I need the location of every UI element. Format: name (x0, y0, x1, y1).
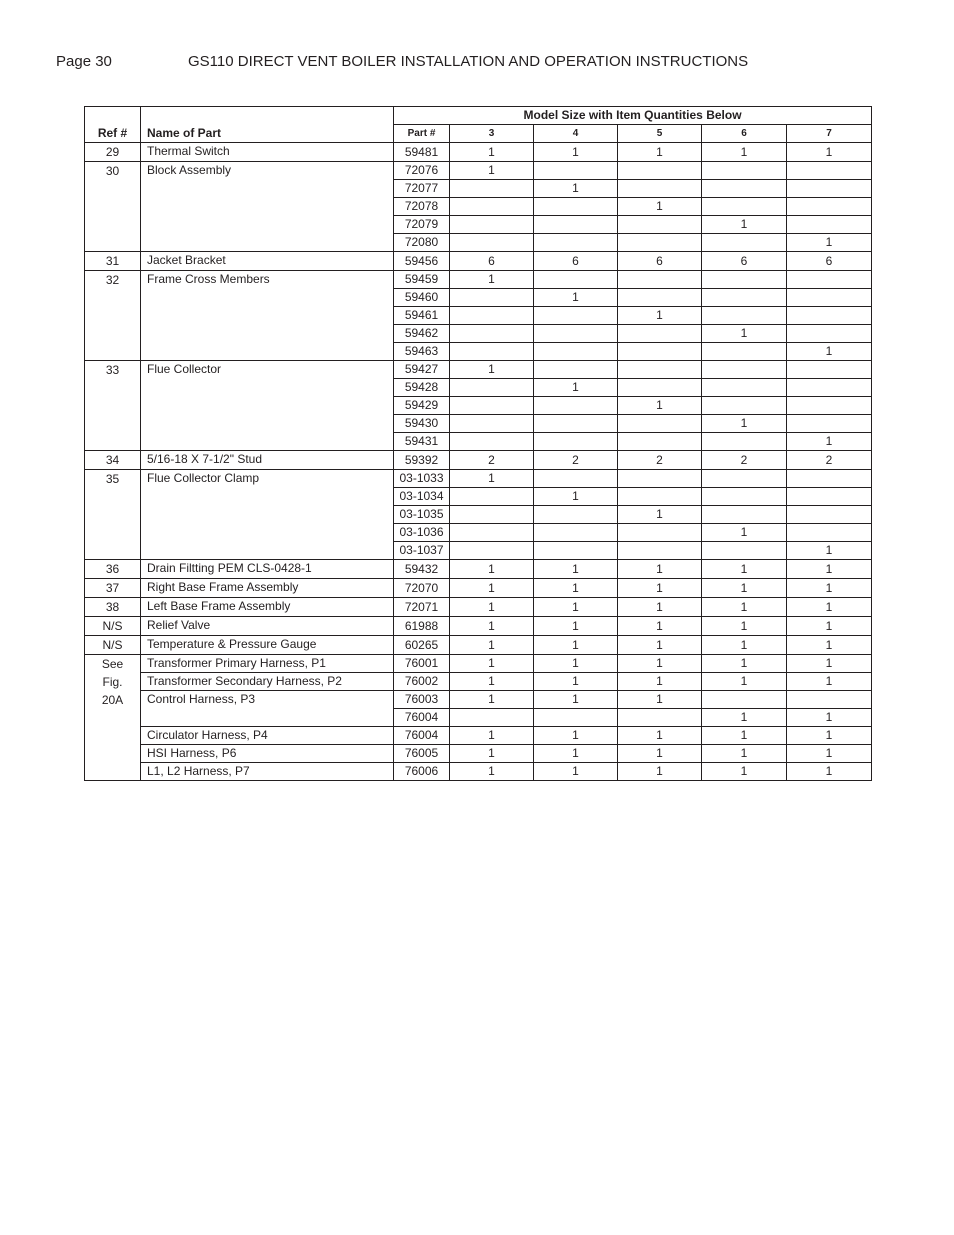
table-row (85, 252, 872, 271)
ref-line: N/S (102, 619, 123, 633)
quantity-cell: 2 (450, 451, 534, 470)
quantity-cell: 1 (450, 470, 534, 488)
part-name: Jacket Bracket (141, 252, 394, 271)
part-name: HSI Harness, P6 (141, 745, 394, 763)
quantity-cell (787, 379, 872, 397)
quantity-cell (534, 506, 618, 524)
ref-line: 20A (101, 693, 124, 707)
part-number: 60265 (394, 636, 450, 655)
quantity-cell (702, 361, 787, 379)
quantity-cell (534, 415, 618, 433)
quantity-cell (787, 524, 872, 542)
part-name: 5/16-18 X 7-1/2" Stud (141, 451, 394, 470)
ref-line: N/S (102, 638, 123, 652)
quantity-cell: 1 (787, 234, 872, 252)
quantity-cell: 1 (450, 361, 534, 379)
part-number: 03-1037 (394, 542, 450, 560)
quantity-cell (618, 415, 702, 433)
table-row (85, 598, 872, 617)
quantity-cell: 1 (702, 325, 787, 343)
part-number: 59428 (394, 379, 450, 397)
quantity-cell (787, 271, 872, 289)
table-row (85, 617, 872, 636)
quantity-cell (618, 470, 702, 488)
quantity-cell (787, 180, 872, 198)
part-name: Relief Valve (141, 617, 394, 636)
ref-number (85, 252, 141, 271)
table-row (85, 143, 872, 162)
part-number: 72078 (394, 198, 450, 216)
quantity-cell (787, 325, 872, 343)
part-number: 59460 (394, 289, 450, 307)
quantity-cell (450, 343, 534, 361)
ref-number (85, 617, 141, 636)
quantity-cell: 1 (787, 542, 872, 560)
quantity-cell: 1 (702, 727, 787, 745)
quantity-cell: 1 (618, 763, 702, 781)
quantity-cell: 1 (702, 617, 787, 636)
quantity-cell: 1 (450, 617, 534, 636)
part-name: Control Harness, P3 (141, 691, 394, 727)
quantity-cell (787, 488, 872, 506)
quantity-cell: 2 (534, 451, 618, 470)
model-size-header: Model Size with Item Quantities Below (394, 107, 872, 125)
quantity-cell: 1 (450, 655, 534, 673)
quantity-cell: 1 (450, 598, 534, 617)
quantity-cell (702, 343, 787, 361)
quantity-cell: 1 (450, 745, 534, 763)
table-row (85, 745, 872, 763)
quantity-cell: 2 (787, 451, 872, 470)
part-number: 76006 (394, 763, 450, 781)
ref-line: 34 (105, 453, 120, 467)
quantity-cell (450, 524, 534, 542)
quantity-cell (534, 542, 618, 560)
quantity-cell: 1 (450, 579, 534, 598)
quantity-cell (787, 289, 872, 307)
quantity-cell (787, 162, 872, 180)
part-number: 61988 (394, 617, 450, 636)
part-number: 76001 (394, 655, 450, 673)
ref-number (85, 451, 141, 470)
part-number: 03-1033 (394, 470, 450, 488)
page-number: Page 30 (56, 53, 112, 70)
quantity-cell (618, 488, 702, 506)
quantity-cell: 1 (618, 598, 702, 617)
quantity-cell: 1 (618, 636, 702, 655)
part-name: Drain Filtting PEM CLS-0428-1 (141, 560, 394, 579)
quantity-cell (450, 506, 534, 524)
part-number: 59456 (394, 252, 450, 271)
quantity-cell (702, 506, 787, 524)
quantity-cell: 2 (702, 451, 787, 470)
part-name: Block Assembly (141, 162, 394, 252)
quantity-cell: 1 (618, 307, 702, 325)
table-row (85, 636, 872, 655)
quantity-cell (618, 216, 702, 234)
table-row (85, 162, 872, 180)
parts-table (84, 106, 872, 781)
quantity-cell: 1 (534, 289, 618, 307)
ref-line: 31 (105, 254, 120, 268)
size-header: 3 (450, 125, 534, 143)
quantity-cell (450, 216, 534, 234)
quantity-cell: 1 (787, 143, 872, 162)
part-name: Transformer Secondary Harness, P2 (141, 673, 394, 691)
ref-line: 33 (105, 363, 120, 377)
ref-line: 30 (105, 164, 120, 178)
quantity-cell (534, 162, 618, 180)
quantity-cell (450, 542, 534, 560)
quantity-cell: 2 (618, 451, 702, 470)
quantity-cell: 1 (618, 655, 702, 673)
quantity-cell: 1 (787, 673, 872, 691)
quantity-cell (618, 542, 702, 560)
quantity-cell: 1 (534, 763, 618, 781)
part-name: Circulator Harness, P4 (141, 727, 394, 745)
ref-number (85, 598, 141, 617)
part-number: 72070 (394, 579, 450, 598)
table-row (85, 579, 872, 598)
ref-line: 35 (105, 472, 120, 486)
part-name: Thermal Switch (141, 143, 394, 162)
quantity-cell: 1 (534, 691, 618, 709)
quantity-cell (450, 433, 534, 451)
part-number: 76004 (394, 727, 450, 745)
part-number: 76004 (394, 709, 450, 727)
quantity-cell: 1 (450, 560, 534, 579)
part-name: Frame Cross Members (141, 271, 394, 361)
quantity-cell (702, 379, 787, 397)
part-name: Temperature & Pressure Gauge (141, 636, 394, 655)
ref-number (85, 271, 141, 361)
quantity-cell (534, 470, 618, 488)
quantity-cell (702, 198, 787, 216)
part-number: 03-1034 (394, 488, 450, 506)
ref-number (85, 560, 141, 579)
ref-number (85, 636, 141, 655)
quantity-cell: 1 (702, 143, 787, 162)
quantity-cell: 1 (450, 271, 534, 289)
quantity-cell (787, 470, 872, 488)
table-row (85, 560, 872, 579)
quantity-cell: 1 (702, 745, 787, 763)
quantity-cell: 1 (450, 727, 534, 745)
quantity-cell (702, 397, 787, 415)
quantity-cell (534, 307, 618, 325)
part-number: 72071 (394, 598, 450, 617)
quantity-cell: 6 (534, 252, 618, 271)
quantity-cell: 1 (534, 673, 618, 691)
size-header: 7 (787, 125, 872, 143)
ref-line: 36 (105, 562, 120, 576)
parts-table-body (85, 143, 872, 781)
quantity-cell: 1 (787, 763, 872, 781)
table-row (85, 691, 872, 709)
ref-line: Fig. (102, 675, 123, 689)
part-name: Flue Collector (141, 361, 394, 451)
ref-number (85, 470, 141, 560)
quantity-cell (618, 343, 702, 361)
part-number: 59431 (394, 433, 450, 451)
quantity-cell: 1 (534, 560, 618, 579)
quantity-cell: 1 (534, 745, 618, 763)
quantity-cell (702, 307, 787, 325)
quantity-cell: 1 (618, 560, 702, 579)
table-row (85, 763, 872, 781)
quantity-cell: 1 (702, 763, 787, 781)
ref-number (85, 361, 141, 451)
ref-header: Ref # (85, 107, 141, 143)
quantity-cell: 1 (618, 397, 702, 415)
quantity-cell (534, 343, 618, 361)
quantity-cell (787, 506, 872, 524)
quantity-cell (534, 524, 618, 542)
part-number: 59461 (394, 307, 450, 325)
quantity-cell: 6 (450, 252, 534, 271)
quantity-cell (702, 470, 787, 488)
part-number: 72079 (394, 216, 450, 234)
table-row (85, 451, 872, 470)
quantity-cell (702, 234, 787, 252)
quantity-cell: 1 (702, 709, 787, 727)
quantity-cell: 6 (787, 252, 872, 271)
quantity-cell (534, 361, 618, 379)
quantity-cell: 1 (702, 524, 787, 542)
quantity-cell (702, 162, 787, 180)
quantity-cell: 1 (702, 415, 787, 433)
quantity-cell: 1 (702, 598, 787, 617)
quantity-cell: 1 (618, 506, 702, 524)
quantity-cell: 1 (450, 673, 534, 691)
quantity-cell: 1 (534, 636, 618, 655)
table-row (85, 655, 872, 673)
quantity-cell (618, 379, 702, 397)
quantity-cell: 1 (450, 143, 534, 162)
quantity-cell (787, 216, 872, 234)
quantity-cell (534, 198, 618, 216)
quantity-cell (534, 709, 618, 727)
part-number: 59429 (394, 397, 450, 415)
quantity-cell: 1 (618, 727, 702, 745)
part-number: 76005 (394, 745, 450, 763)
quantity-cell (702, 289, 787, 307)
part-number-header: Part # (394, 125, 450, 143)
quantity-cell: 1 (534, 379, 618, 397)
quantity-cell (618, 162, 702, 180)
quantity-cell: 1 (534, 488, 618, 506)
part-number: 59392 (394, 451, 450, 470)
document-title: GS110 DIRECT VENT BOILER INSTALLATION AND OPERATION INSTRUCTIONS (188, 53, 749, 70)
part-number: 03-1035 (394, 506, 450, 524)
quantity-cell (450, 307, 534, 325)
size-header: 4 (534, 125, 618, 143)
part-name: Transformer Primary Harness, P1 (141, 655, 394, 673)
quantity-cell (702, 542, 787, 560)
ref-line: See (101, 657, 124, 671)
quantity-cell: 1 (534, 655, 618, 673)
quantity-cell: 1 (702, 579, 787, 598)
table-row (85, 470, 872, 488)
part-number: 76003 (394, 691, 450, 709)
quantity-cell: 1 (450, 162, 534, 180)
quantity-cell: 1 (534, 180, 618, 198)
quantity-cell: 1 (702, 216, 787, 234)
quantity-cell (618, 433, 702, 451)
quantity-cell: 1 (618, 143, 702, 162)
ref-number (85, 143, 141, 162)
quantity-cell: 1 (534, 727, 618, 745)
quantity-cell: 1 (618, 691, 702, 709)
quantity-cell (787, 198, 872, 216)
ref-line: 38 (105, 600, 120, 614)
quantity-cell (618, 180, 702, 198)
ref-number (85, 655, 141, 781)
part-number: 59432 (394, 560, 450, 579)
quantity-cell (787, 691, 872, 709)
quantity-cell: 1 (787, 727, 872, 745)
part-number: 72080 (394, 234, 450, 252)
quantity-cell: 1 (702, 673, 787, 691)
part-number: 72076 (394, 162, 450, 180)
quantity-cell (534, 271, 618, 289)
part-number: 72077 (394, 180, 450, 198)
part-number: 59459 (394, 271, 450, 289)
quantity-cell: 1 (787, 433, 872, 451)
quantity-cell: 1 (534, 579, 618, 598)
quantity-cell (534, 325, 618, 343)
quantity-cell (534, 433, 618, 451)
quantity-cell (618, 271, 702, 289)
quantity-cell (534, 397, 618, 415)
quantity-cell: 1 (450, 636, 534, 655)
table-row (85, 361, 872, 379)
quantity-cell (618, 289, 702, 307)
name-header: Name of Part (141, 107, 394, 143)
quantity-cell: 1 (787, 655, 872, 673)
part-name: L1, L2 Harness, P7 (141, 763, 394, 781)
quantity-cell: 1 (787, 560, 872, 579)
quantity-cell: 1 (618, 673, 702, 691)
quantity-cell (702, 271, 787, 289)
quantity-cell: 1 (450, 763, 534, 781)
quantity-cell: 1 (702, 560, 787, 579)
quantity-cell: 1 (787, 598, 872, 617)
part-name: Flue Collector Clamp (141, 470, 394, 560)
ref-line: 29 (105, 145, 120, 159)
quantity-cell: 1 (618, 745, 702, 763)
quantity-cell: 1 (787, 579, 872, 598)
part-number: 03-1036 (394, 524, 450, 542)
part-number: 59481 (394, 143, 450, 162)
quantity-cell: 1 (787, 617, 872, 636)
quantity-cell: 1 (534, 617, 618, 636)
part-number: 76002 (394, 673, 450, 691)
quantity-cell: 6 (618, 252, 702, 271)
quantity-cell: 1 (618, 579, 702, 598)
quantity-cell (787, 307, 872, 325)
quantity-cell: 1 (787, 745, 872, 763)
quantity-cell (450, 325, 534, 343)
part-number: 59430 (394, 415, 450, 433)
quantity-cell: 1 (618, 198, 702, 216)
quantity-cell (450, 234, 534, 252)
quantity-cell (534, 216, 618, 234)
part-number: 59462 (394, 325, 450, 343)
quantity-cell (702, 180, 787, 198)
quantity-cell (618, 325, 702, 343)
table-row (85, 271, 872, 289)
quantity-cell (534, 234, 618, 252)
ref-line: 37 (105, 581, 120, 595)
quantity-cell (787, 397, 872, 415)
quantity-cell (618, 361, 702, 379)
quantity-cell: 6 (702, 252, 787, 271)
ref-number (85, 579, 141, 598)
quantity-cell (702, 488, 787, 506)
table-row (85, 673, 872, 691)
part-name: Right Base Frame Assembly (141, 579, 394, 598)
quantity-cell: 1 (534, 598, 618, 617)
quantity-cell (450, 379, 534, 397)
table-row (85, 727, 872, 745)
quantity-cell (450, 180, 534, 198)
quantity-cell (450, 488, 534, 506)
ref-number (85, 162, 141, 252)
part-name: Left Base Frame Assembly (141, 598, 394, 617)
quantity-cell (618, 234, 702, 252)
quantity-cell: 1 (450, 691, 534, 709)
quantity-cell: 1 (534, 143, 618, 162)
quantity-cell: 1 (787, 343, 872, 361)
quantity-cell: 1 (787, 636, 872, 655)
quantity-cell: 1 (618, 617, 702, 636)
quantity-cell (450, 198, 534, 216)
quantity-cell (702, 691, 787, 709)
ref-line: 32 (105, 273, 120, 287)
part-number: 59427 (394, 361, 450, 379)
quantity-cell (618, 524, 702, 542)
quantity-cell (450, 397, 534, 415)
quantity-cell: 1 (787, 709, 872, 727)
size-header: 6 (702, 125, 787, 143)
quantity-cell: 1 (702, 655, 787, 673)
quantity-cell (787, 361, 872, 379)
size-header: 5 (618, 125, 702, 143)
quantity-cell (450, 289, 534, 307)
quantity-cell (787, 415, 872, 433)
part-number: 59463 (394, 343, 450, 361)
quantity-cell (618, 709, 702, 727)
quantity-cell: 1 (702, 636, 787, 655)
quantity-cell (702, 433, 787, 451)
quantity-cell (450, 415, 534, 433)
quantity-cell (450, 709, 534, 727)
